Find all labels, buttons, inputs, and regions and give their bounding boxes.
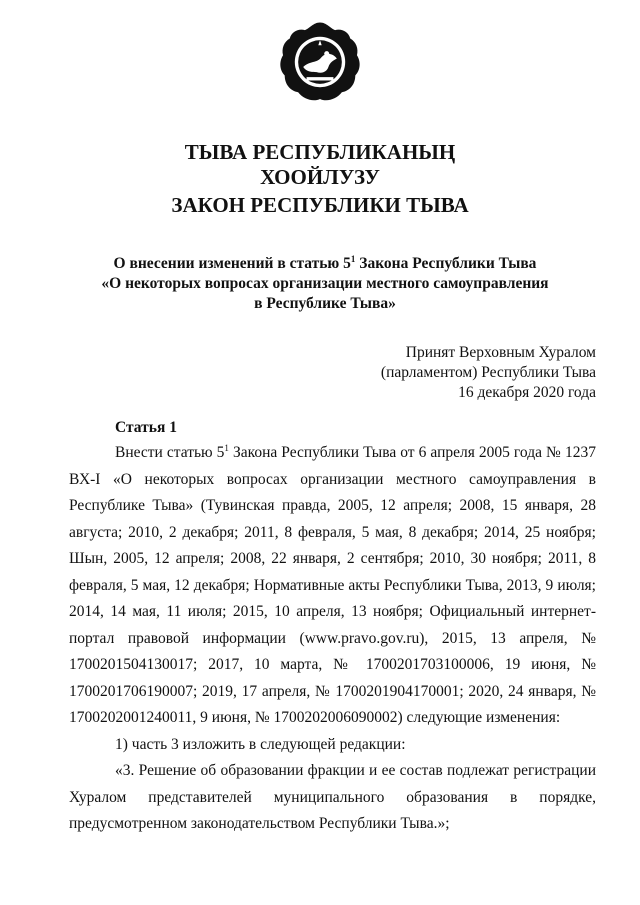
title-russian: ЗАКОН РЕСПУБЛИКИ ТЫВА [171,193,469,217]
subject-line1: О внесении изменений в статью $5^1$ Закона Республики Тыва [113,254,537,272]
adoption-note [330,343,596,403]
article-heading: Статья 1 [115,419,177,436]
title-tuvan [0,140,640,190]
article-intro-paragraph: Внести статью $5^1$ Закона Республики Тыва от 6 апреля 2005 года № 1237 ВХ-I «О некоторых вопросах организации местного самоуправления в Республике Тыва» (Тувинская правда, 2005, 12 апреля; 2008, 15 января, 28 августа; 2010, 2 декабря; 2011, 8 февраля, 5 мая, 8 декабря; 2014, 25 ноября; Шын, 2005, 12 апреля; 2008, 22 января, 2 сентября; 2010, 30 ноября; 2011, 8 февраля, 5 мая, 12 декабря; Нормативные акты Республики Тыва, 2013, 9 июля; 2014, 14 мая, 11 июля; 2015, 10 апреля, 13 ноября; Официальный интернет-портал правовой информации (www.pravo.gov.ru), 2015, 13 апреля, № 1700201504130017; 2017, 10 марта, № 1700201703100006, 19 июня, № 1700201706190007; 2019, 17 апреля, № 1700201904170001; 2020, 24 января, № 1700202001240011, 9 июня, № 1700202006090002) следующие изменения: [69,443,596,726]
item-1-paragraph: 1) часть 3 изложить в следующей редакции: [115,735,406,753]
law-subject [70,254,580,314]
adoption-line1: Принят Верховным Хуралом [405,344,596,361]
quoted-text-paragraph: «3. Решение об образовании фракции и ее состав подлежат регистрации Хуралом представителей муниципального образования в порядке, предусмотренном законодательством Республики Тыва.»; [69,762,596,832]
subject-line3: в Республике Тыва» [254,295,396,312]
title-tuvan-line2: ХООЙЛУЗУ [260,165,380,189]
adoption-line2: (парламентом) Республики Тыва [380,364,596,381]
subject-line2: «О некоторых вопросах организации местного самоуправления [101,275,549,292]
tuva-coat-of-arms-icon [278,20,362,104]
adoption-date: 16 декабря 2020 года [458,384,596,401]
article-body [69,440,596,838]
title-tuvan-line1: ТЫВА РЕСПУБЛИКАНЫҢ [184,140,456,164]
